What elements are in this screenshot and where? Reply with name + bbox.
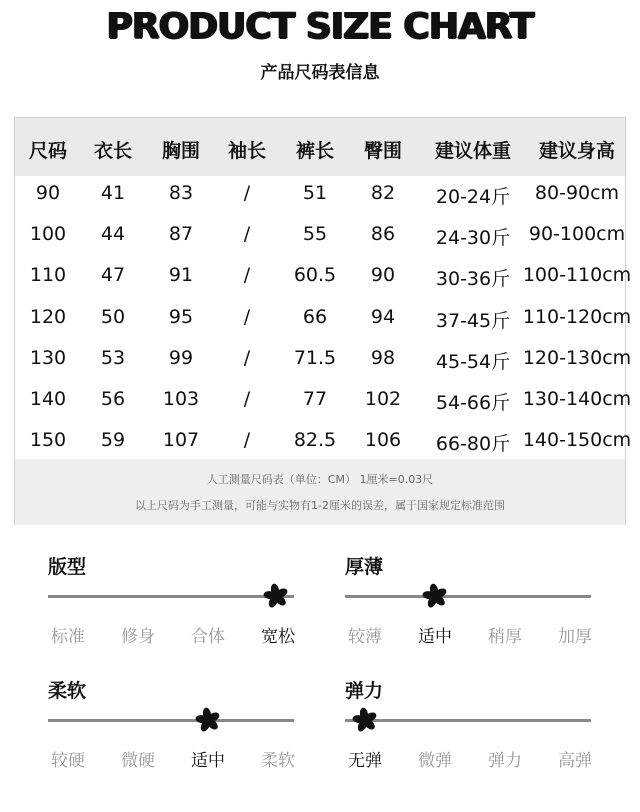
table-notes	[15, 459, 625, 525]
table-cell: /	[243, 429, 251, 452]
table-cell: /	[243, 346, 251, 369]
scale-title: 柔软	[48, 680, 87, 702]
table-cell: 83	[168, 182, 194, 204]
table-cell: 86	[370, 223, 396, 246]
scale-option: 较薄	[348, 627, 382, 647]
scale-option: 弹力	[488, 751, 522, 771]
table-cell: 102	[364, 388, 402, 410]
table-cell: 45-54斤	[435, 350, 511, 373]
table-cell: 82.5	[293, 429, 337, 452]
column-header: 臀围	[363, 140, 402, 162]
table-cell: 140	[29, 388, 67, 410]
table-cell: 44	[100, 223, 126, 246]
table-cell: 59	[100, 429, 126, 452]
table-cell: 55	[302, 223, 328, 246]
table-cell: 56	[100, 388, 126, 410]
table-cell: 82	[370, 182, 396, 204]
table-cell: 20-24斤	[435, 186, 511, 208]
scale-marker-icon	[262, 582, 290, 610]
scale-option: 宽松	[261, 627, 295, 647]
scale-option: 稍厚	[488, 627, 522, 647]
scale-track	[345, 719, 591, 722]
table-cell: 50	[100, 305, 126, 328]
table-cell: 120	[29, 305, 67, 328]
scale-0	[48, 552, 308, 652]
table-cell: 30-36斤	[435, 268, 511, 291]
column-header: 裤长	[295, 140, 334, 162]
table-cell: /	[243, 305, 251, 328]
column-header: 胸围	[161, 140, 200, 162]
scale-option: 加厚	[558, 627, 592, 647]
table-cell: 107	[162, 429, 200, 452]
scale-option: 标准	[51, 627, 85, 647]
table-cell: 87	[168, 223, 194, 246]
scale-title: 厚薄	[345, 556, 384, 578]
table-cell: 66	[302, 305, 328, 328]
table-cell: 106	[364, 429, 402, 452]
scale-option: 修身	[121, 627, 155, 647]
table-cell: 47	[100, 264, 126, 287]
scale-3	[345, 676, 605, 776]
scale-option: 适中	[191, 751, 225, 771]
table-cell: 110-120cm	[522, 305, 632, 328]
table-cell: 66-80斤	[435, 433, 511, 456]
scale-option: 柔软	[261, 751, 295, 771]
table-cell: 54-66斤	[435, 392, 511, 414]
table-cell: 95	[168, 305, 194, 328]
table-cell: 41	[100, 182, 126, 204]
table-cell: 150	[29, 429, 67, 452]
measurement-note: 以上尺码为手工测量，可能与实物有1-2厘米的误差，属于国家规定标准范围	[135, 499, 505, 512]
table-cell: 120-130cm	[522, 346, 632, 369]
table-cell: /	[243, 182, 251, 204]
table-cell: /	[243, 223, 251, 246]
table-cell: 90	[370, 264, 396, 287]
column-header: 建议身高	[538, 140, 615, 162]
table-cell: 91	[168, 264, 194, 287]
table-cell: 100-110cm	[522, 264, 632, 287]
scale-option: 无弹	[348, 751, 382, 771]
scale-marker-icon	[194, 706, 222, 734]
table-cell: 98	[370, 346, 396, 369]
page-title: PRODUCT SIZE CHART	[106, 6, 534, 47]
table-cell: 140-150cm	[522, 429, 632, 452]
scale-option: 合体	[191, 627, 225, 647]
scale-option: 微硬	[121, 751, 155, 771]
table-cell: 53	[100, 346, 126, 369]
scale-option: 微弹	[418, 751, 452, 771]
page-subtitle: 产品尺码表信息	[260, 63, 380, 83]
table-cell: 94	[370, 305, 396, 328]
scale-option: 较硬	[51, 751, 85, 771]
unit-note: 人工测量尺码表（单位：CM） 1厘米=0.03尺	[206, 473, 434, 486]
table-cell: 100	[29, 223, 67, 246]
table-cell: 24-30斤	[435, 227, 511, 250]
table-cell: 90-100cm	[528, 223, 626, 246]
table-header	[15, 118, 625, 176]
table-cell: 130-140cm	[522, 388, 632, 410]
table-cell: 60.5	[293, 264, 337, 287]
table-cell: 103	[162, 388, 200, 410]
table-cell: 99	[168, 346, 194, 369]
scale-marker-icon	[421, 582, 449, 610]
table-cell: 71.5	[293, 346, 337, 369]
column-header: 袖长	[227, 140, 266, 162]
size-table	[14, 117, 632, 525]
scale-track	[345, 595, 591, 598]
scale-1	[345, 552, 605, 652]
table-cell: 130	[29, 346, 67, 369]
table-cell: 80-90cm	[534, 182, 620, 204]
table-cell: 51	[302, 182, 328, 204]
scale-title: 弹力	[345, 680, 384, 702]
scale-track	[48, 595, 294, 598]
scale-marker-icon	[351, 706, 379, 734]
scale-track	[48, 719, 294, 722]
scale-option: 高弹	[558, 751, 592, 771]
scale-option: 适中	[418, 627, 452, 647]
table-cell: 110	[29, 264, 67, 287]
scale-title: 版型	[48, 556, 87, 578]
scale-2	[48, 676, 308, 776]
column-header: 尺码	[28, 140, 67, 162]
column-header: 衣长	[93, 140, 132, 162]
table-cell: 90	[35, 182, 61, 204]
table-cell: /	[243, 388, 251, 410]
table-cell: 77	[302, 388, 328, 410]
table-cell: 37-45斤	[435, 309, 511, 332]
table-cell: /	[243, 264, 251, 287]
column-header: 建议体重	[434, 140, 511, 162]
